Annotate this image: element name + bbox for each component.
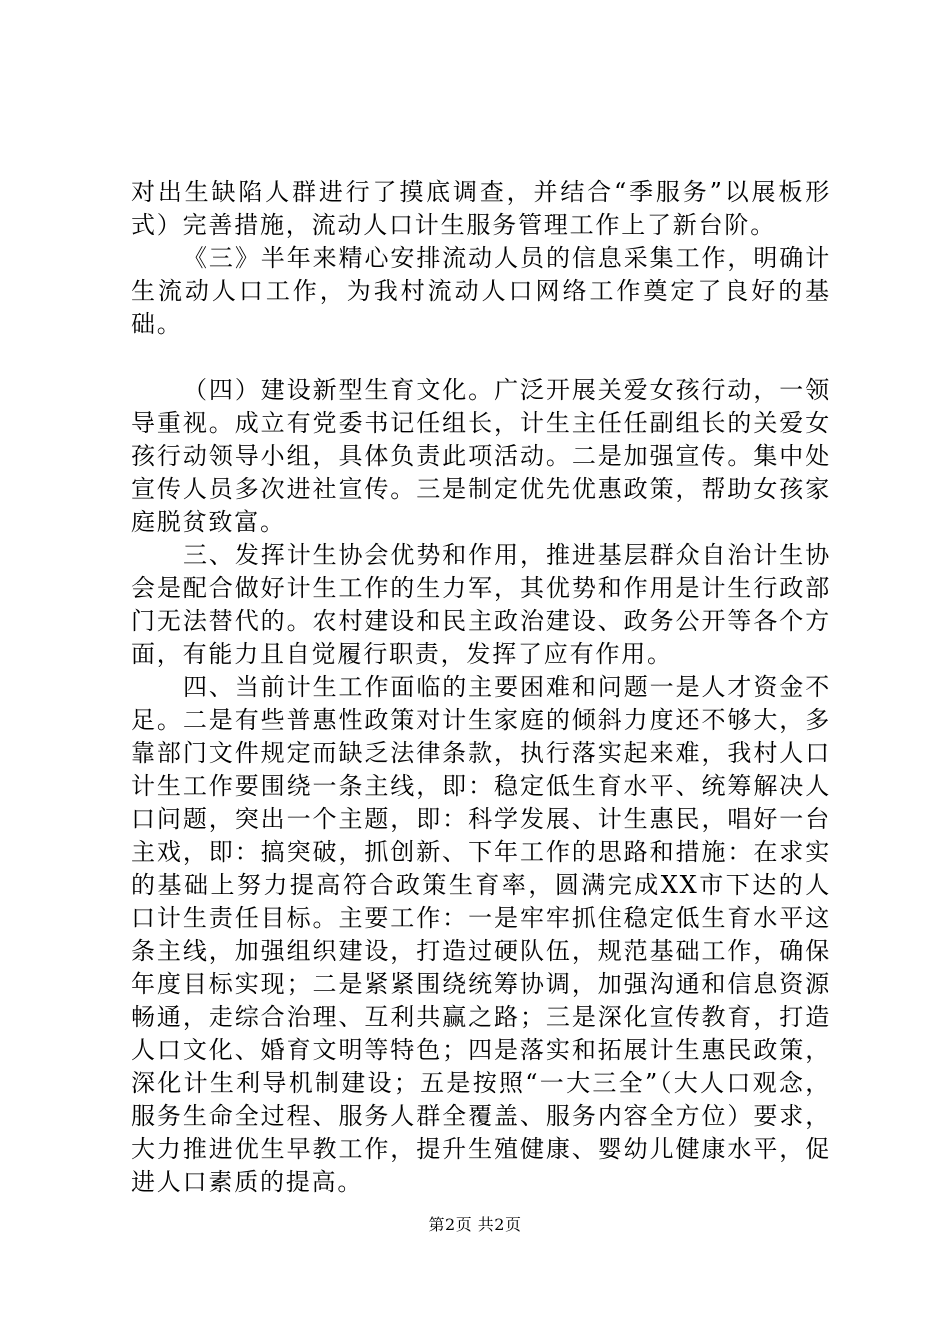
paragraph-5: 四、当前计生工作面临的主要困难和问题一是人才资金不足。二是有些普惠性政策对计生家庭的倾斜力度还不够大，多靠部门文件规定而缺乏法律条款，执行落实起来难，我村人口计生工作要围绕一条主线，即：稳定低生育水平、统筹解决人口问题，突出一个主题，即：科学发展、计生惠民，唱好一台主戏，即：搞突破，抓创新、下年工作的思路和措施：在求实的基础上努力提高符合政策生育率，圆满完成XX市下达的人口计生责任目标。主要工作：一是牢牢抓住稳定低生育水平这条主线，加强组织建设，打造过硬队伍，规范基础工作，确保年度目标实现；二是紧紧围绕统筹协调，加强沟通和信息资源畅通，走综合治理、互利共赢之路；三是深化宣传教育，打造人口文化、婚育文明等特色；四是落实和拓展计生惠民政策，深化计生利导机制建设；五是按照“一大三全”（大人口观念，服务生命全过程、服务人群全覆盖、服务内容全方位）要求，大力推进优生早教工作，提升生殖健康、婴幼儿健康水平，促进人口素质的提高。 — [131, 673, 831, 1196]
paragraph-1: 对出生缺陷人群进行了摸底调查，并结合“季服务”以展板形式）完善措施，流动人口计生服务管理工作上了新台阶。 — [131, 178, 831, 239]
paragraph-4: 三、发挥计生协会优势和作用，推进基层群众自治计生协会是配合做好计生工作的生力军，其优势和作用是计生行政部门无法替代的。农村建设和民主政治建设、政务公开等各个方面，有能力且自觉履行职责，发挥了应有作用。 — [131, 541, 831, 668]
paragraph-3: （四）建设新型生育文化。广泛开展关爱女孩行动，一领导重视。成立有党委书记任组长，计生主任任副组长的关爱女孩行动领导小组，具体负责此项活动。二是加强宣传。集中处宣传人员多次进社宣传。三是制定优先优惠政策，帮助女孩家庭脱贫致富。 — [131, 376, 831, 536]
page-footer: 第2页 共2页 — [428, 1215, 522, 1234]
document-body — [131, 176, 831, 1199]
paragraph-2: 《三》半年来精心安排流动人员的信息采集工作，明确计生流动人口工作，为我村流动人口网络工作奠定了良好的基础。 — [131, 244, 831, 338]
paragraph-gap — [131, 341, 831, 374]
